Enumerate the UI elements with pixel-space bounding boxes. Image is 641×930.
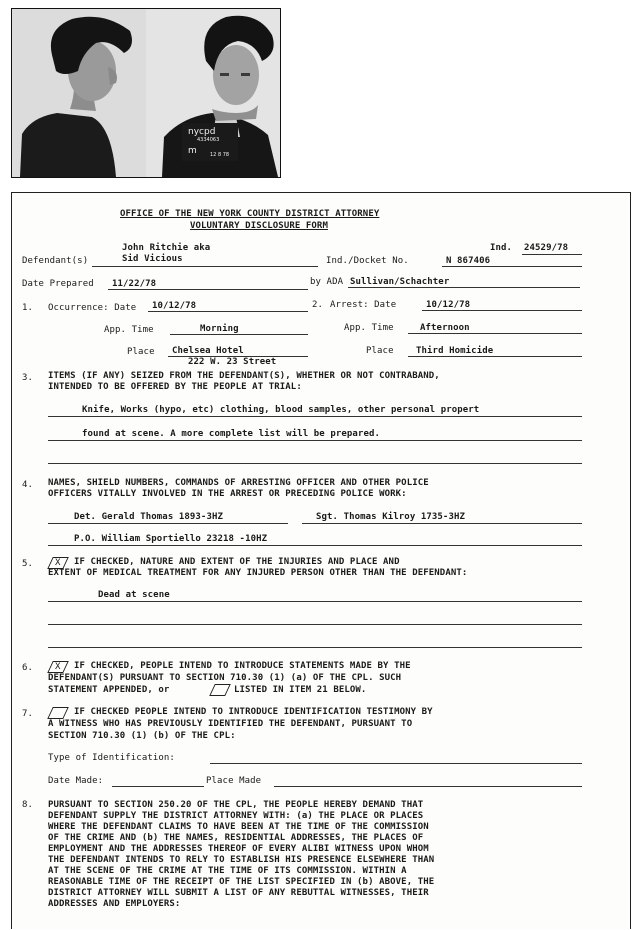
item-3-line-3 bbox=[48, 463, 582, 464]
arrest-time-line bbox=[408, 333, 582, 334]
ind-number-line bbox=[522, 254, 582, 255]
ada-line bbox=[348, 287, 580, 288]
officer-3: P.O. William Sportiello 23218 -10HZ bbox=[74, 534, 268, 544]
arrest-date-line bbox=[422, 310, 582, 311]
item-5-number: 5. bbox=[22, 559, 34, 569]
item-4-text-line-1: NAMES, SHIELD NUMBERS, COMMANDS OF ARRESTING OFFICER AND OTHER POLICE bbox=[48, 478, 429, 488]
item-8-line: DISTRICT ATTORNEY WILL SUBMIT A LIST OF ANY REBUTTAL WITNESSES, THEIR bbox=[48, 888, 429, 898]
ind-label: Ind. bbox=[490, 243, 513, 253]
date-prepared-label: Date Prepared bbox=[22, 279, 94, 289]
item-4-text-line-2: OFFICERS VITALLY INVOLVED IN THE ARREST OR PRECEDING POLICE WORK: bbox=[48, 489, 407, 499]
occurrence-date-line bbox=[148, 311, 308, 312]
ind-number: 24529/78 bbox=[524, 243, 569, 253]
docket-label: Ind./Docket No. bbox=[326, 256, 409, 266]
item-6-text-line-1: IF CHECKED, PEOPLE INTEND TO INTRODUCE STATEMENTS MADE BY THE bbox=[74, 661, 411, 671]
arrest-time: Afternoon bbox=[420, 323, 470, 333]
item-8-line: THE DEFENDANT INTENDS TO RELY TO ESTABLISH HIS PRESENCE ELSEWHERE THAN bbox=[48, 855, 435, 865]
arrest-date-label: Arrest: Date bbox=[330, 300, 397, 310]
mugshot-image bbox=[12, 9, 280, 177]
occurrence-time-label: App. Time bbox=[104, 325, 154, 335]
date-made-line bbox=[112, 786, 204, 787]
item-3-text-line-1: ITEMS (IF ANY) SEIZED FROM THE DEFENDANT(S), WHETHER OR NOT CONTRABAND, bbox=[48, 371, 440, 381]
item-8-line: ADDRESSES AND EMPLOYERS: bbox=[48, 899, 181, 909]
item-6-text-line-2: DEFENDANT(S) PURSUANT TO SECTION 710.30 (1) (a) OF THE CPL. SUCH bbox=[48, 673, 402, 683]
item-6-check-mark: X bbox=[55, 662, 61, 672]
mugshot-photo bbox=[11, 8, 281, 178]
item-8-line: REASONABLE TIME OF THE RECEIPT OF THE LIST SPECIFIED IN (b) ABOVE, THE bbox=[48, 877, 435, 887]
item-5-text-line-2: EXTENT OF MEDICAL TREATMENT FOR ANY INJURED PERSON OTHER THAN THE DEFENDANT: bbox=[48, 568, 468, 578]
item-8-line: AT THE SCENE OF THE CRIME AT THE TIME OF ITS COMMISSION. WITHIN A bbox=[48, 866, 407, 876]
arrest-place-line bbox=[408, 356, 582, 357]
placard-letter: m bbox=[188, 146, 197, 156]
item-8-line: WHERE THE DEFENDANT CLAIMS TO HAVE BEEN AT THE TIME OF THE COMMISSION bbox=[48, 822, 429, 832]
item-5-line-2 bbox=[48, 624, 582, 625]
occurrence-time: Morning bbox=[200, 324, 239, 334]
occurrence-time-line bbox=[170, 334, 308, 335]
arrest-place-label: Place bbox=[366, 346, 394, 356]
date-prepared-line bbox=[108, 289, 308, 290]
by-ada-label: by ADA bbox=[310, 277, 344, 287]
item-7-text-line-1: IF CHECKED PEOPLE INTEND TO INTRODUCE IDENTIFICATION TESTIMONY BY bbox=[74, 707, 433, 717]
defendant-name: John Ritchie aka bbox=[122, 243, 211, 253]
placard-date: 12 8 78 bbox=[210, 152, 230, 158]
item-5-line-1 bbox=[48, 601, 582, 602]
ada-name: Sullivan/Schachter bbox=[350, 277, 450, 287]
occurrence-address: 222 W. 23 Street bbox=[188, 357, 277, 367]
arrest-place: Third Homicide bbox=[416, 346, 494, 356]
place-made-label: Place Made bbox=[206, 776, 262, 786]
date-made-label: Date Made: bbox=[48, 776, 104, 786]
item-3-line-1 bbox=[48, 416, 582, 417]
docket-number: N 867406 bbox=[446, 256, 491, 266]
item-8-line: DEFENDANT SUPPLY THE DISTRICT ATTORNEY WITH: (a) THE PLACE OR PLACES bbox=[48, 811, 424, 821]
defendant-label: Defendant(s) bbox=[22, 256, 89, 266]
placard-brand: nycpd bbox=[188, 127, 216, 137]
occurrence-place-label: Place bbox=[127, 347, 155, 357]
item-6-listed-checkbox[interactable] bbox=[209, 684, 231, 696]
disclosure-form bbox=[11, 192, 631, 929]
defendant-line bbox=[92, 266, 318, 267]
item-5-check-mark: X bbox=[55, 558, 61, 568]
arrest-time-label: App. Time bbox=[344, 323, 394, 333]
officer-1-line bbox=[48, 523, 288, 524]
occurrence-date: 10/12/78 bbox=[152, 301, 197, 311]
officer-2-line bbox=[302, 523, 582, 524]
form-title: VOLUNTARY DISCLOSURE FORM bbox=[190, 221, 328, 231]
officer-3-line bbox=[48, 545, 582, 546]
date-prepared-value: 11/22/78 bbox=[112, 279, 157, 289]
item-3-answer-line-2: found at scene. A more complete list will be prepared. bbox=[82, 429, 380, 439]
item-1-number: 1. bbox=[22, 303, 34, 313]
docket-line bbox=[442, 266, 582, 267]
item-8-line: OF THE CRIME AND (b) THE NAMES, RESIDENTIAL ADDRESSES, THE PLACES OF bbox=[48, 833, 424, 843]
defendant-alias: Sid Vicious bbox=[122, 254, 183, 264]
item-3-text-line-2: INTENDED TO BE OFFERED BY THE PEOPLE AT TRIAL: bbox=[48, 382, 302, 392]
officer-2: Sgt. Thomas Kilroy 1735-3HZ bbox=[316, 512, 465, 522]
placard-code: 4334063 bbox=[197, 137, 220, 143]
item-5-line-3 bbox=[48, 647, 582, 648]
item-3-line-2 bbox=[48, 440, 582, 441]
item-4-number: 4. bbox=[22, 480, 34, 490]
item-6-checkbox[interactable] bbox=[47, 661, 69, 673]
type-of-identification-label: Type of Identification: bbox=[48, 753, 175, 763]
officer-1: Det. Gerald Thomas 1893-3HZ bbox=[74, 512, 223, 522]
occurrence-date-label: Occurrence: Date bbox=[48, 303, 137, 313]
item-8-number: 8. bbox=[22, 800, 34, 810]
office-title: OFFICE OF THE NEW YORK COUNTY DISTRICT ATTORNEY bbox=[120, 209, 380, 219]
item-3-answer-line-1: Knife, Works (hypo, etc) clothing, blood samples, other personal propert bbox=[82, 405, 480, 415]
item-6-number: 6. bbox=[22, 663, 34, 673]
item-7-number: 7. bbox=[22, 709, 34, 719]
item-5-answer: Dead at scene bbox=[98, 590, 170, 600]
item-2-number: 2. bbox=[312, 300, 324, 310]
item-7-text-line-3: SECTION 710.30 (1) (b) OF THE CPL: bbox=[48, 731, 236, 741]
item-8-line: PURSUANT TO SECTION 250.20 OF THE CPL, THE PEOPLE HEREBY DEMAND THAT bbox=[48, 800, 424, 810]
item-3-number: 3. bbox=[22, 373, 34, 383]
occurrence-place: Chelsea Hotel bbox=[172, 346, 244, 356]
item-5-text-line-1: IF CHECKED, NATURE AND EXTENT OF THE INJURIES AND PLACE AND bbox=[74, 557, 400, 567]
item-7-text-line-2: A WITNESS WHO HAS PREVIOUSLY IDENTIFIED THE DEFENDANT, PURSUANT TO bbox=[48, 719, 413, 729]
item-8-line: EMPLOYMENT AND THE ADDRESSES THEREOF OF EVERY ALIBI WITNESS UPON WHOM bbox=[48, 844, 429, 854]
place-made-line bbox=[274, 786, 582, 787]
item-6-text-line-3b: LISTED IN ITEM 21 BELOW. bbox=[234, 685, 367, 695]
item-7-checkbox[interactable] bbox=[47, 707, 69, 719]
item-6-text-line-3a: STATEMENT APPENDED, or bbox=[48, 685, 170, 695]
arrest-date: 10/12/78 bbox=[426, 300, 471, 310]
type-of-identification-line bbox=[210, 763, 582, 764]
